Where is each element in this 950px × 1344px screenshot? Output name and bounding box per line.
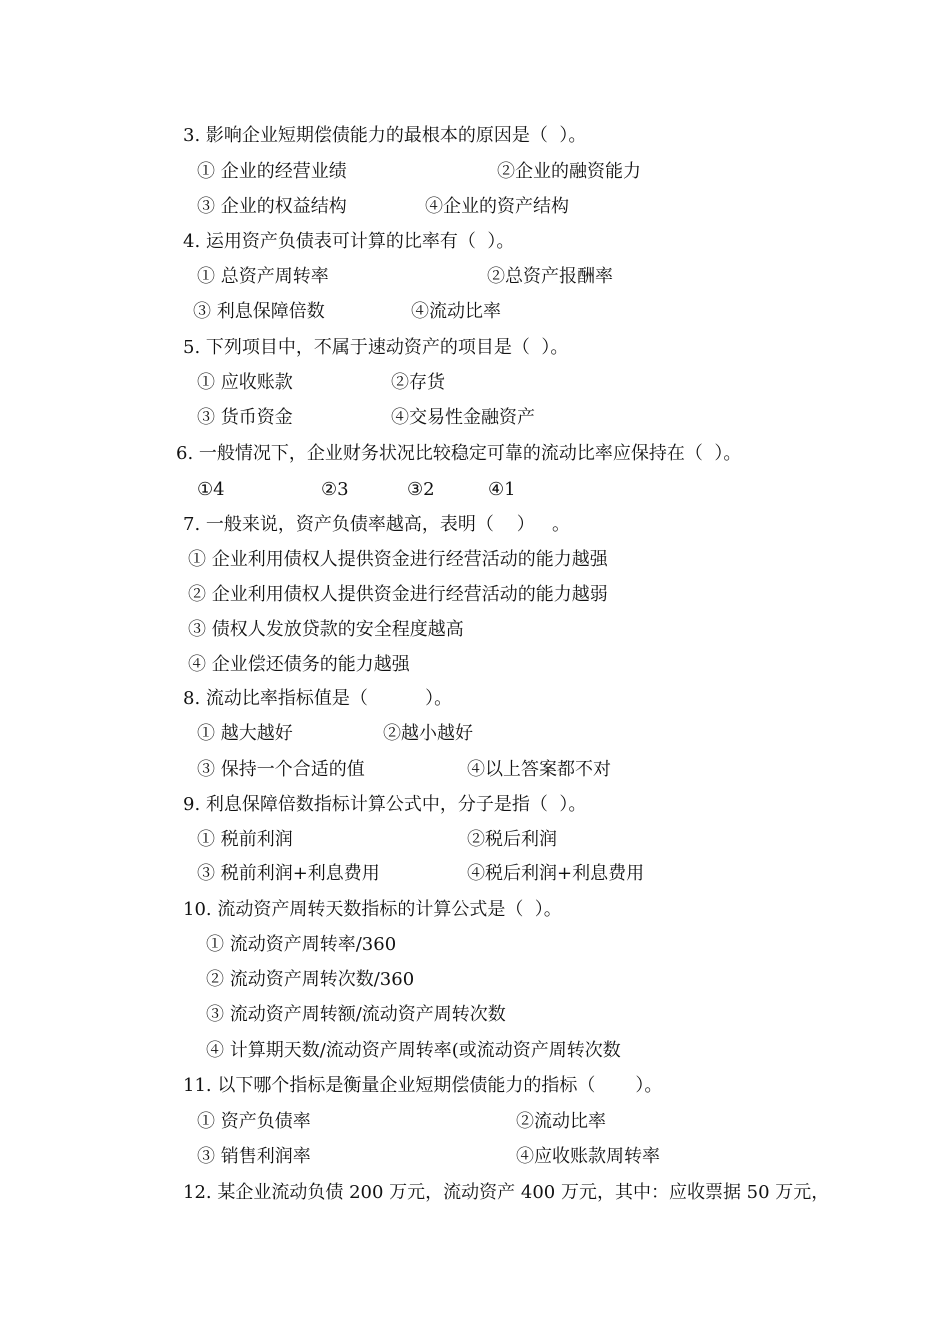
q3-option-1: ① 企业的经营业绩 [197,161,347,182]
q6-option-4: ④1 [488,479,516,500]
q8-option-2: ②越小越好 [383,723,473,744]
q11-stem: 11. 以下哪个指标是衡量企业短期偿债能力的指标（ ）。 [183,1075,663,1096]
q4-option-1: ① 总资产周转率 [197,266,329,287]
q4-option-3: ③ 利息保障倍数 [193,301,325,322]
q5-option-2: ②存货 [391,372,445,393]
q12-stem: 12. 某企业流动负债 200 万元，流动资产 400 万元，其中：应收票据 50 万元， [183,1182,830,1203]
q4-option-2: ②总资产报酬率 [487,266,613,287]
q9-option-1: ① 税前利润 [197,829,293,850]
q7-option-2: ② 企业利用债权人提供资金进行经营活动的能力越弱 [188,584,608,605]
q3-option-3: ③ 企业的权益结构 [197,196,347,217]
q9-option-2: ②税后利润 [467,829,557,850]
q6-stem: 6. 一般情况下，企业财务状况比较稳定可靠的流动比率应保持在（ ）。 [176,443,742,464]
q3-option-4: ④企业的资产结构 [425,196,569,217]
q10-option-3: ③ 流动资产周转额/流动资产周转次数 [206,1004,506,1025]
q8-option-1: ① 越大越好 [197,723,293,744]
q8-stem: 8. 流动比率指标值是（ ）。 [183,688,453,709]
q11-option-1: ① 资产负债率 [197,1111,311,1132]
q11-option-2: ②流动比率 [516,1111,606,1132]
q9-option-3: ③ 税前利润+利息费用 [197,863,380,884]
q4-stem: 4. 运用资产负债表可计算的比率有（ ）。 [183,231,515,252]
q7-option-4: ④ 企业偿还债务的能力越强 [188,654,410,675]
q3-stem: 3. 影响企业短期偿债能力的最根本的原因是（ ）。 [183,125,587,146]
q9-stem: 9. 利息保障倍数指标计算公式中，分子是指（ ）。 [183,794,587,815]
q10-option-2: ② 流动资产周转次数/360 [206,969,415,990]
q10-option-4: ④ 计算期天数/流动资产周转率(或流动资产周转次数 [206,1040,621,1061]
q7-option-3: ③ 债权人发放贷款的安全程度越高 [188,619,464,640]
q6-option-3: ③2 [407,479,435,500]
q11-option-4: ④应收账款周转率 [516,1146,660,1167]
q7-stem: 7. 一般来说，资产负债率越高，表明（ ） 。 [183,514,570,535]
q8-option-3: ③ 保持一个合适的值 [197,759,365,780]
q11-option-3: ③ 销售利润率 [197,1146,311,1167]
q3-option-2: ②企业的融资能力 [497,161,641,182]
q5-option-3: ③ 货币资金 [197,407,293,428]
q7-option-1: ① 企业利用债权人提供资金进行经营活动的能力越强 [188,549,608,570]
q8-option-4: ④以上答案都不对 [467,759,611,780]
q4-option-4: ④流动比率 [411,301,501,322]
q5-stem: 5. 下列项目中，不属于速动资产的项目是（ ）。 [183,337,569,358]
q10-option-1: ① 流动资产周转率/360 [206,934,397,955]
q6-option-2: ②3 [321,479,349,500]
q6-option-1: ①4 [197,479,225,500]
q5-option-4: ④交易性金融资产 [391,407,535,428]
q9-option-4: ④税后利润+利息费用 [467,863,645,884]
q5-option-1: ① 应收账款 [197,372,293,393]
q10-stem: 10. 流动资产周转天数指标的计算公式是（ ）。 [183,899,562,920]
